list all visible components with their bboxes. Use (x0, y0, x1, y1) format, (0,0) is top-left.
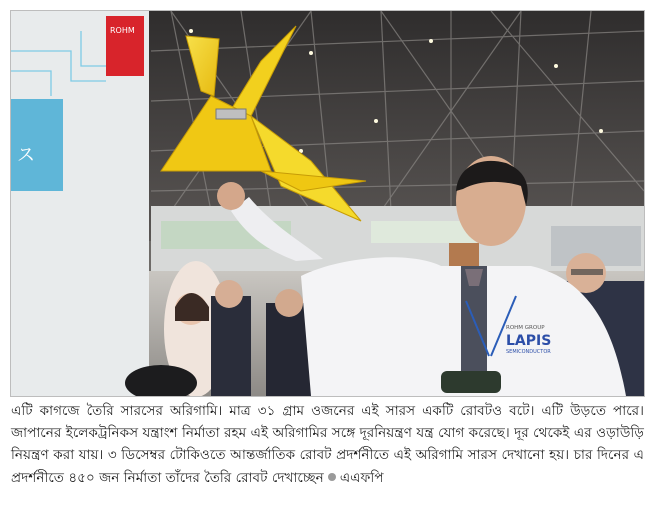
photo-illustration (11, 11, 644, 396)
signboard-text: ス (17, 145, 35, 166)
photo-credit: এএফপি (339, 469, 384, 486)
jacket-label-brand: LAPIS (506, 333, 552, 349)
news-photo (10, 10, 645, 397)
jacket-label-sub: SEMICONDUCTOR (506, 349, 551, 355)
red-banner (106, 16, 144, 76)
photo-caption (11, 400, 644, 489)
caption-text: এটি কাগজে তৈরি সারসের অরিগামি। মাত্র ৩১ গ্রাম ওজনের এই সারস একটি রোবটও বটে। এটি উড়তে পারে। জাপানের ইলেকট্রনিকস যন্ত্রাংশ নির্মাতা রহম এই অরিগামির সঙ্গে দূরনিয়ন্ত্রণ যন্ত্র যোগ করেছে। দূর থেকেই এর ওড়াউড়ি নিয়ন্ত্রণ করা যায়। ৩ ডিসেম্বর টোকিওতে আন্তর্জাতিক রোবট প্রদর্শনীতে এই অরিগামি সারস দেখানো হয়। চার দিনের এ প্রদর্শনীতে ৪৫০ জন নির্মাতা তাঁদের তৈরি রোবট দেখাচ্ছেন (11, 403, 644, 486)
jacket-label-group: ROHM GROUP (506, 325, 545, 331)
banner-text: ROHM (110, 26, 135, 35)
credit-bullet-icon (328, 473, 336, 481)
